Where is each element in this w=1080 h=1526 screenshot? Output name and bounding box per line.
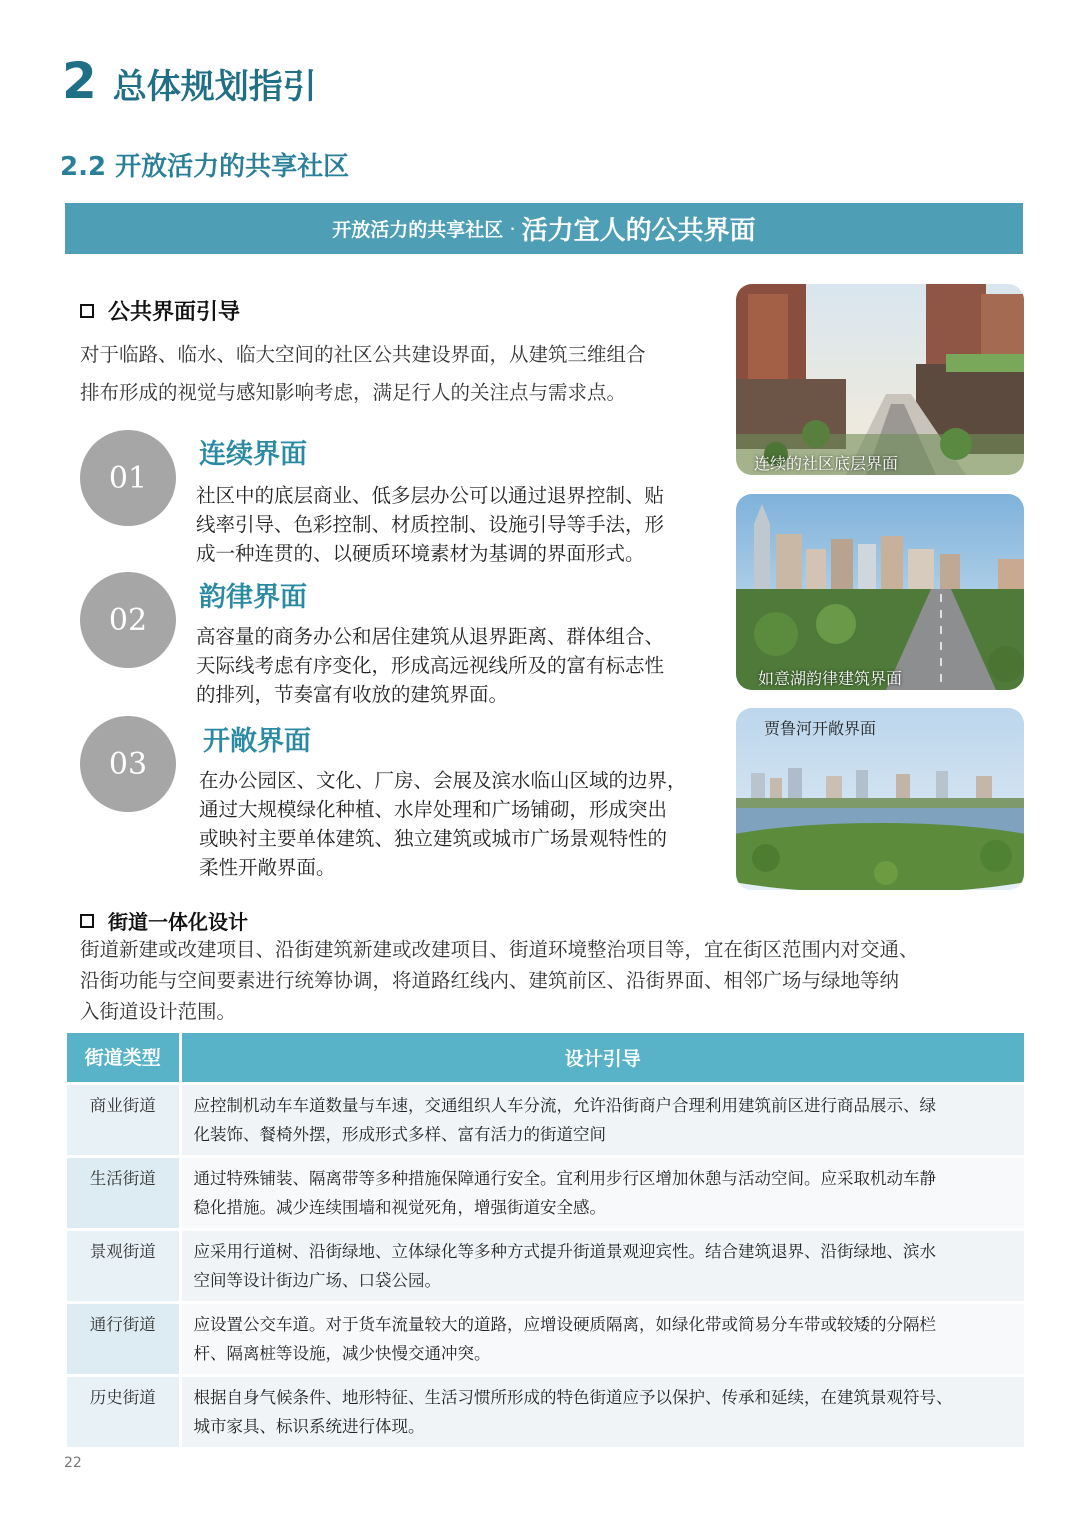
item-body-line: 在办公园区、文化、厂房、会展及滨水临山区域的边界，	[199, 769, 687, 792]
photo-caption: 贾鲁河开敞界面	[764, 719, 877, 738]
photo-open-interface	[736, 708, 1024, 890]
street-type-cell: 商业街道	[67, 1083, 180, 1156]
street-heading-text: 街道一体化设计	[108, 910, 248, 934]
design-guide-cell	[180, 1375, 1024, 1447]
banner-small-text: 开放活力的共享社区	[332, 219, 504, 241]
guide-line: 根据自身气候条件、地形特征、生活习惯所形成的特色街道应予以保护、传承和延续，在建筑景观符号、	[193, 1387, 953, 1407]
square-bullet-icon	[80, 914, 94, 928]
guide-line: 杆、隔离桩等设施，减少快慢交通冲突。	[193, 1343, 491, 1363]
item-body-line: 线率引导、色彩控制、材质控制、设施引导等手法，形	[196, 513, 665, 536]
public-interface-intro	[80, 336, 730, 412]
table-row	[67, 1156, 1024, 1229]
street-heading	[80, 906, 248, 935]
table-row	[67, 1229, 1024, 1302]
item-body	[199, 766, 739, 882]
item-title: 韵律界面	[199, 582, 307, 613]
section-title: 2.2 开放活力的共享社区	[60, 152, 350, 182]
table-row	[67, 1375, 1024, 1447]
street-scene-image	[736, 284, 1024, 475]
guide-line: 应设置公交车道。对于货车流量较大的道路，应增设硬质隔离，如绿化带或简易分车带或较矮的分隔栏	[193, 1314, 936, 1334]
street-intro-line: 街道新建或改建项目、沿街建筑新建或改建项目、街道环境整治项目等，宜在街区范围内对交通、	[80, 938, 919, 961]
chapter-number: 2	[62, 52, 97, 110]
design-guide-cell	[180, 1229, 1024, 1302]
table-header-cell: 设计引导	[180, 1033, 1024, 1083]
banner-separator: ·	[509, 216, 516, 241]
banner-big-text: 活力宜人的公共界面	[521, 216, 756, 246]
table-header-cell: 街道类型	[67, 1033, 180, 1083]
street-design-table	[67, 1033, 1024, 1447]
photo-caption: 连续的社区底层界面	[754, 454, 899, 473]
item-body-line: 的排列，节奏富有收放的建筑界面。	[196, 683, 509, 706]
design-guide-cell	[180, 1083, 1024, 1156]
skyline-image	[736, 494, 1024, 690]
guide-line: 应采用行道树、沿街绿地、立体绿化等多种方式提升街道景观迎宾性。结合建筑退界、沿街绿地、滨水	[193, 1241, 936, 1261]
intro-line: 排布形成的视觉与感知影响考虑，满足行人的关注点与需求点。	[80, 381, 627, 404]
table-row	[67, 1302, 1024, 1375]
page-number: 22	[64, 1455, 82, 1471]
photo-continuous-interface	[736, 284, 1024, 475]
item-body	[196, 481, 736, 568]
design-guide-cell	[180, 1156, 1024, 1229]
item-title: 连续界面	[199, 439, 307, 470]
item-number-badge: 02	[80, 572, 176, 668]
photo-rhythmic-interface	[736, 494, 1024, 690]
item-body-line: 或映衬主要单体建筑、独立建筑或城市广场景观特性的	[199, 827, 668, 850]
guide-line: 稳化措施。减少连续围墙和视觉死角，增强街道安全感。	[193, 1197, 606, 1217]
street-type-cell: 通行街道	[67, 1302, 180, 1375]
street-type-cell: 景观街道	[67, 1229, 180, 1302]
guide-line: 城市家具、标识系统进行体现。	[193, 1416, 425, 1436]
street-type-cell: 生活街道	[67, 1156, 180, 1229]
intro-line: 对于临路、临水、临大空间的社区公共建设界面，从建筑三维组合	[80, 343, 646, 366]
item-body-line: 高容量的商务办公和居住建筑从退界距离、群体组合、	[196, 625, 665, 648]
item-body-line: 天际线考虑有序变化，形成高远视线所及的富有标志性	[196, 654, 665, 677]
item-title: 开敞界面	[203, 726, 311, 757]
item-body-line: 通过大规模绿化种植、水岸处理和广场铺砌，形成突出	[199, 798, 668, 821]
guide-line: 应控制机动车车道数量与车速，交通组织人车分流，允许沿街商户合理利用建筑前区进行商品展示、绿	[193, 1095, 936, 1115]
table-header-row	[67, 1033, 1024, 1083]
public-interface-heading-text: 公共界面引导	[108, 300, 241, 325]
item-body-line: 社区中的底层商业、低多层办公可以通过退界控制、贴	[196, 484, 665, 507]
item-number-badge: 03	[80, 716, 176, 812]
item-body-line: 成一种连贯的、以硬质环境素材为基调的界面形式。	[196, 542, 645, 565]
street-intro-line: 沿街功能与空间要素进行统筹协调，将道路红线内、建筑前区、沿街界面、相邻广场与绿地等纳	[80, 969, 900, 992]
item-number-badge: 01	[80, 430, 176, 526]
chapter-heading	[62, 52, 317, 112]
square-bullet-icon	[80, 304, 94, 318]
street-type-cell: 历史街道	[67, 1375, 180, 1447]
topic-banner	[65, 203, 1023, 254]
street-intro	[80, 934, 1030, 1027]
design-guide-cell	[180, 1302, 1024, 1375]
guide-line: 化装饰、餐椅外摆，形成形式多样、富有活力的街道空间	[193, 1124, 606, 1144]
public-interface-heading	[80, 295, 240, 326]
table-row	[67, 1083, 1024, 1156]
item-body	[196, 622, 736, 709]
guide-line: 空间等设计街边广场、口袋公园。	[193, 1270, 441, 1290]
guide-line: 通过特殊铺装、隔离带等多种措施保障通行安全。宜利用步行区增加休憩与活动空间。应采取机动车静	[193, 1168, 936, 1188]
item-body-line: 柔性开敞界面。	[199, 856, 336, 879]
chapter-title: 总体规划指引	[112, 67, 317, 107]
street-intro-line: 入街道设计范围。	[80, 1000, 237, 1023]
photo-caption: 如意湖韵律建筑界面	[758, 669, 903, 688]
